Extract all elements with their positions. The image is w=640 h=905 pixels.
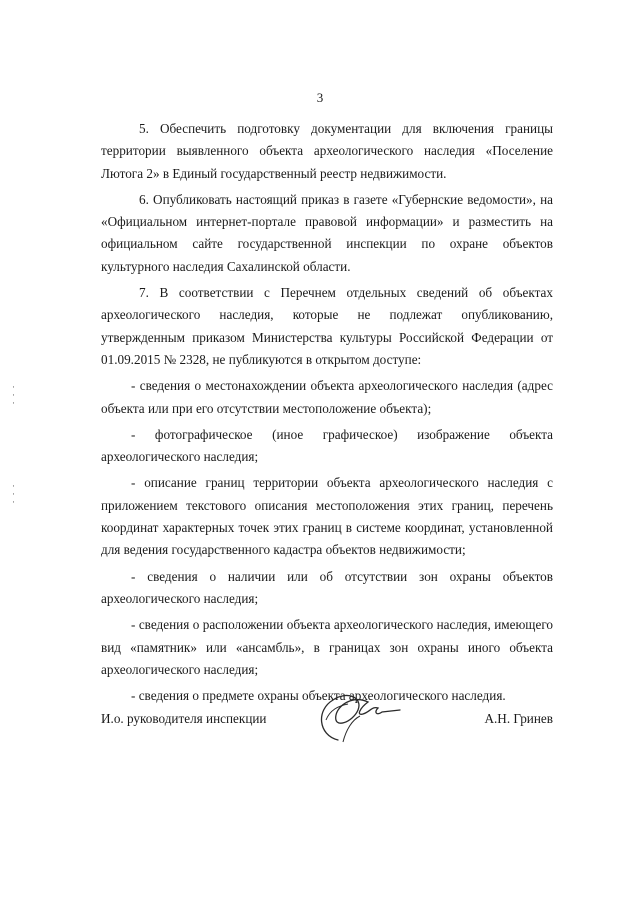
bullet-item: - описание границ территории объекта археологического наследия с приложением текстового описания местоположения этих границ, перечень координат характерных точек этих границ в системе координат, установленной для ведения государственного кадастра объектов недвижимости; [101, 475, 553, 558]
paragraph-7: 7. В соответствии с Перечнем отдельных сведений об объектах археологического наследия, которые не подлежат опубликованию, утвержденным приказом Министерства культуры Российской Федерации от 01.09.2015 № 2328, не публикуются в открытом доступе: [101, 285, 553, 367]
paragraph-5: 5. Обеспечить подготовку документации для включения границы территории выявленного объекта археологического наследия «Поселение Лютога 2» в Единый государственный реестр недвижимости. [101, 121, 553, 181]
bullet-item: - сведения о предмете охраны объекта археологического наследия. [131, 688, 506, 704]
page-number: 3 [316, 90, 324, 105]
bullet-item: - сведения о местонахождении объекта археологического наследия (адрес объекта или при его отсутствии местоположение объекта); [101, 378, 553, 416]
bullet-item: - фотографическое (иное графическое) изображение объекта археологического наследия; [101, 426, 553, 465]
scan-artifact: · · · [12, 382, 15, 408]
bullet-item: - сведения о наличии или об отсутствии зон охраны объектов археологического наследия; [101, 568, 553, 606]
signatory-position: И.о. руководителя инспекции [101, 711, 267, 726]
bullet-item: - сведения о расположении объекта археологического наследия, имеющего вид «памятник» или «ансамбль», в границах зон охраны иного объекта археологического наследия; [101, 617, 553, 677]
signatory-name: А.Н. Гринев [484, 711, 553, 726]
handwritten-signature [308, 680, 408, 760]
document-body [101, 118, 553, 711]
scan-artifact: · · · [12, 481, 15, 507]
paragraph-6: 6. Опубликовать настоящий приказ в газете «Губернские ведомости», на «Официальном интернет-портале правовой информации» и разместить на официальном сайте государственной инспекции по охране объектов культурного наследия Сахалинской области. [101, 191, 553, 274]
